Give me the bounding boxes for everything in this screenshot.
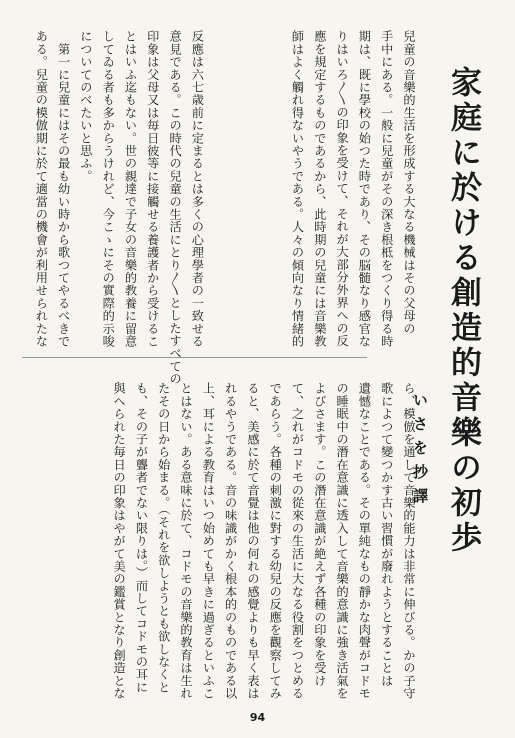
text-line: も、その子が聾者でない限りは。）而してコドモの耳に [134, 382, 149, 694]
text-line: よびさます。この潛在意識が絶えず各種の印象を受け [312, 382, 327, 687]
text-line: 第一に兒童にはその最も幼い時から歌つてやるべきで [56, 30, 71, 348]
text-line: 反應は六七歳前に定まるとは多くの心理學者の一致せる [190, 30, 205, 348]
body-text-top-left [30, 30, 208, 386]
text-line: て、之れがコドモの從來の生活に大なる役割をつとめる [290, 382, 305, 700]
text-line: 應を規定するものであるから、此時期の兒童には音樂教 [312, 30, 327, 348]
text-line: 意見である。この時代の兒童の生活にとり〳〵としたすべての [168, 30, 183, 386]
text-line: してゐる者も多からうけれど、今こゝにその實際的示唆 [101, 30, 116, 348]
article-byline: いさを抄譯 [411, 392, 429, 512]
section-divider [22, 357, 367, 358]
text-line: 歌によつて變つかす古い習慣が廢れようとすることは [379, 382, 394, 687]
text-line: であらう。各種の刺激に對する幼兒の反應を觀察してみ [268, 382, 283, 700]
article-title: 家庭に於ける創造的音樂の初歩 [445, 66, 481, 556]
text-line: 兒童の音樂的生活を形成する大なる機械はその父母の [402, 30, 416, 335]
text-line: たその日から始まる。（それを欲しようとも欲しなくと [156, 382, 171, 694]
text-line: 與へられた毎日の印象はやがて美の鑑賞となり創造とな [112, 382, 127, 700]
text-line: ら、模倣を通して音樂的能力は非常に伸びる。かの子守 [402, 382, 416, 700]
text-line: 手中にある。一般に兒童がその深き根柢をつくり得る時 [379, 30, 394, 348]
text-line: 師はよく觸れ得ないやうである。人々の傾向なり情緒的 [290, 30, 305, 348]
text-line: ると、美感に於て音覺は他の何れの感覺よりも早く表は [245, 382, 260, 700]
text-line: についてのべたいと思ふ。 [78, 30, 93, 183]
page-number: 94 [249, 711, 266, 724]
text-line: 印象は父母又は毎日彼等に接觸せる養護者から受けるこ [145, 30, 160, 348]
text-line: ある。兒童の模倣期に於て適當の機會が利用せられたな [34, 30, 49, 348]
text-line: 期は、既に學校の始つた時であり、その脳髄なり感官な [357, 30, 372, 348]
body-text-top-right [286, 30, 420, 348]
text-line: とはいふ迄もない。世の親達で子女の音樂的教養に留意 [123, 30, 138, 348]
text-line: りはいろ〳〵の印象を受けて、それが大部分外界への反 [335, 30, 350, 347]
text-line: 遺憾なことである。その單純なもの靜かな肉聲がコドモ [357, 382, 372, 700]
text-line: れるやうである。音の味識がかく根本的のものである以 [223, 382, 238, 700]
text-line: とはない。ある意味に於て、コドモの音樂的教育は生れ [179, 382, 194, 700]
text-line: 上、耳による教育はいつ始めても早きに過ぎるといふこ [201, 382, 216, 700]
body-text-bottom [108, 382, 420, 700]
text-line: の睡眠中の潛在意識に透入して音樂的意識に強き活氣を [335, 382, 350, 700]
